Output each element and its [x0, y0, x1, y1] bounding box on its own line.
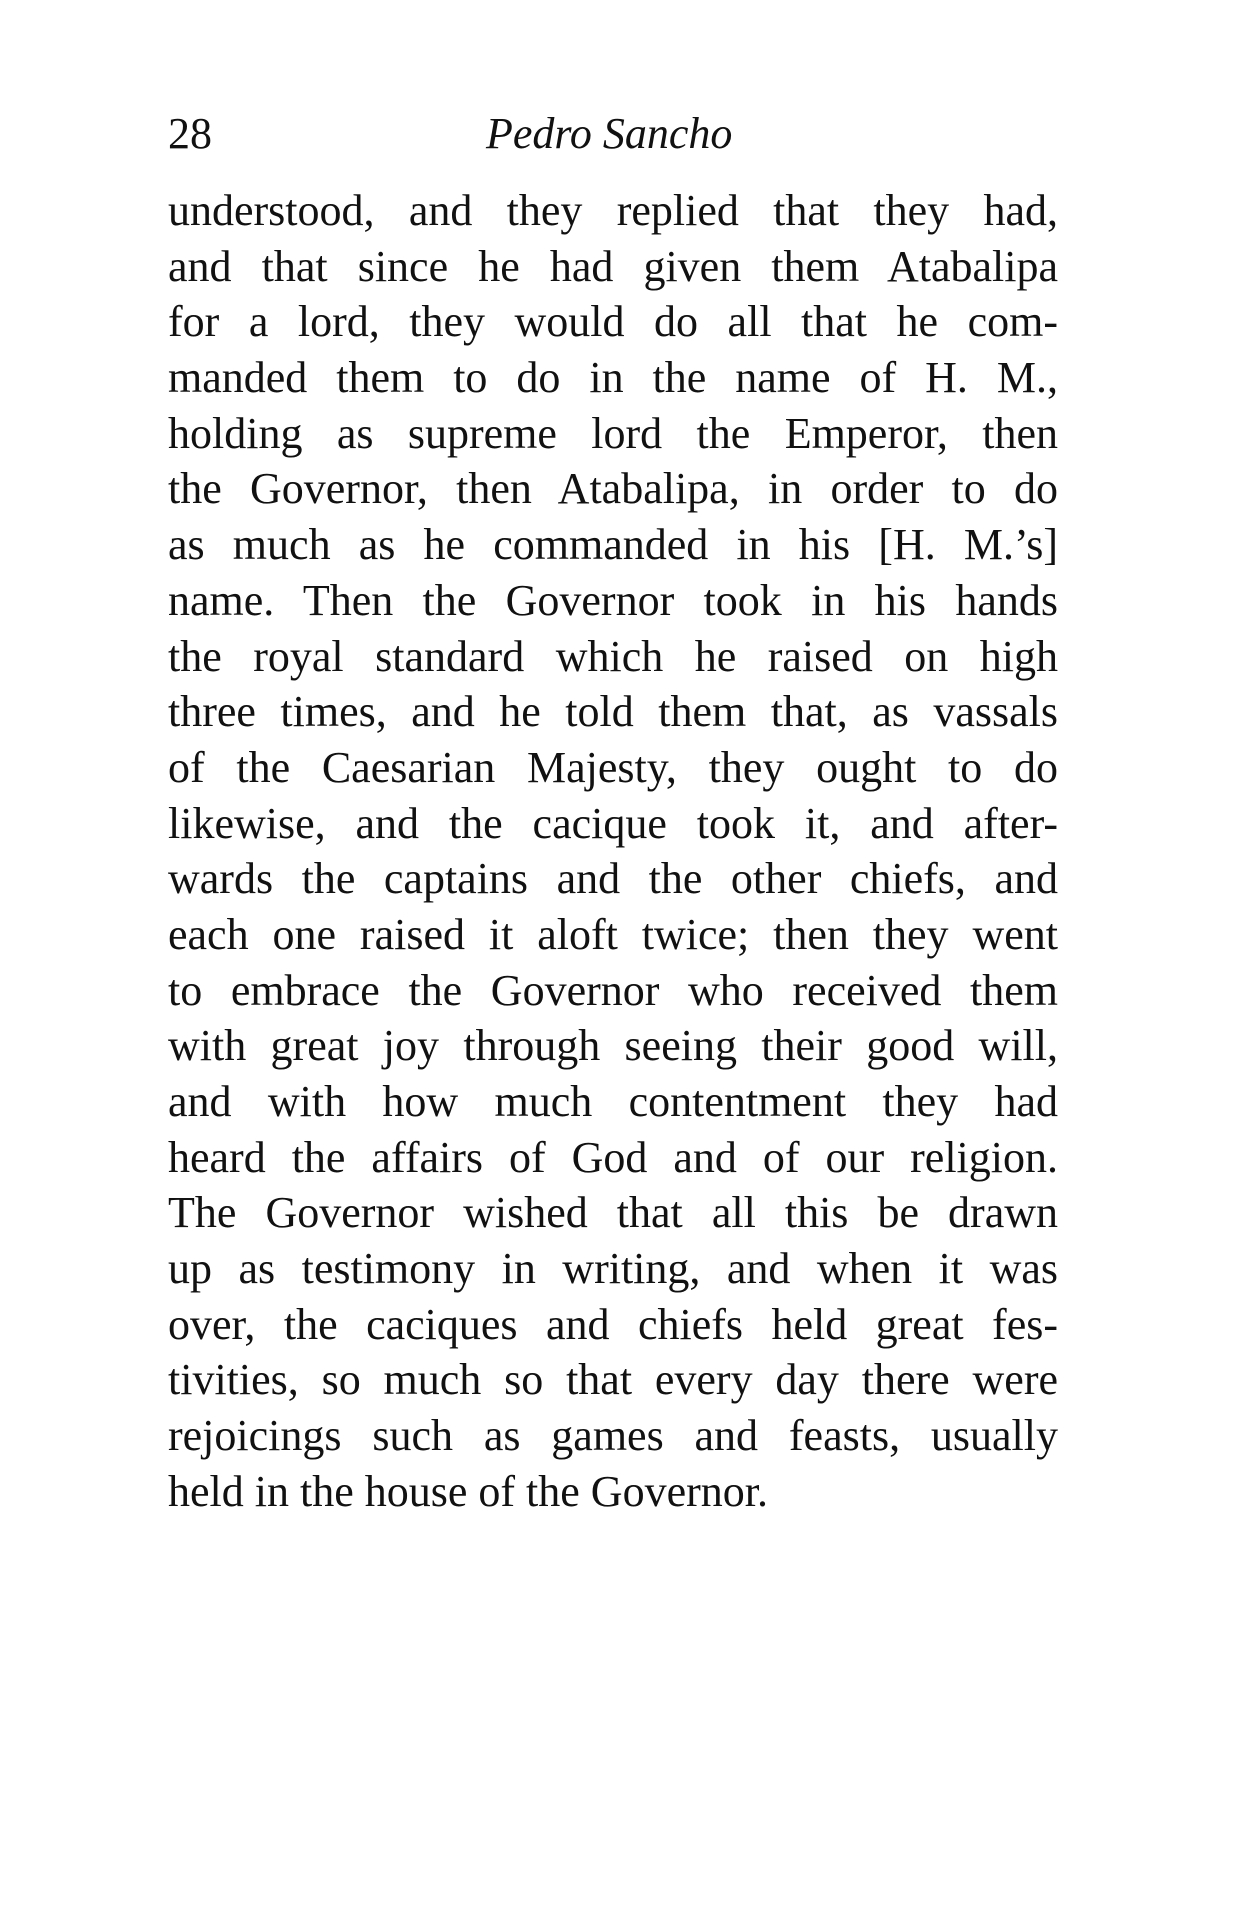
text-line: name. Then the Governor took in his hands: [168, 575, 1058, 625]
text-line: and that since he had given them Atabalipa: [168, 241, 1058, 291]
body-text: [168, 183, 1058, 1520]
text-line: of the Caesarian Majesty, they ought to do: [168, 742, 1058, 792]
text-line: and with how much contentment they had: [168, 1077, 1058, 1126]
running-head: [168, 104, 1058, 164]
text-line: up as testimony in writing, and when it was: [168, 1244, 1058, 1294]
text-line: The Governor wished that all this be drawn: [168, 1188, 1058, 1238]
text-line: to embrace the Governor who received them: [168, 965, 1058, 1015]
text-line: understood, and they replied that they had,: [168, 186, 1058, 235]
running-title: Pedro Sancho: [486, 109, 733, 158]
text-line: wards the captains and the other chiefs, and: [168, 854, 1058, 904]
text-line: tivities, so much so that every day there were: [168, 1355, 1058, 1405]
text-line: the royal standard which he raised on high: [168, 631, 1058, 681]
text-line: manded them to do in the name of H. M.,: [168, 353, 1058, 403]
text-line: holding as supreme lord the Emperor, then: [168, 408, 1058, 458]
text-line: the Governor, then Atabalipa, in order to do: [168, 464, 1058, 514]
text-line: with great joy through seeing their good will,: [168, 1021, 1058, 1071]
text-line: rejoicings such as games and feasts, usually: [168, 1411, 1058, 1461]
text-line: likewise, and the cacique took it, and after-: [168, 798, 1058, 848]
text-line: as much as he commanded in his [H. M.’s]: [168, 520, 1058, 570]
text-line: over, the caciques and chiefs held great fes-: [168, 1299, 1058, 1349]
text-line: for a lord, they would do all that he com-: [168, 297, 1058, 347]
text-line: heard the affairs of God and of our religion.: [168, 1132, 1058, 1182]
text-line: each one raised it aloft twice; then they went: [168, 909, 1058, 959]
page-number: 28: [168, 109, 212, 158]
text-line: three times, and he told them that, as vassals: [168, 687, 1058, 737]
text-line-last: held in the house of the Governor.: [168, 1466, 768, 1516]
